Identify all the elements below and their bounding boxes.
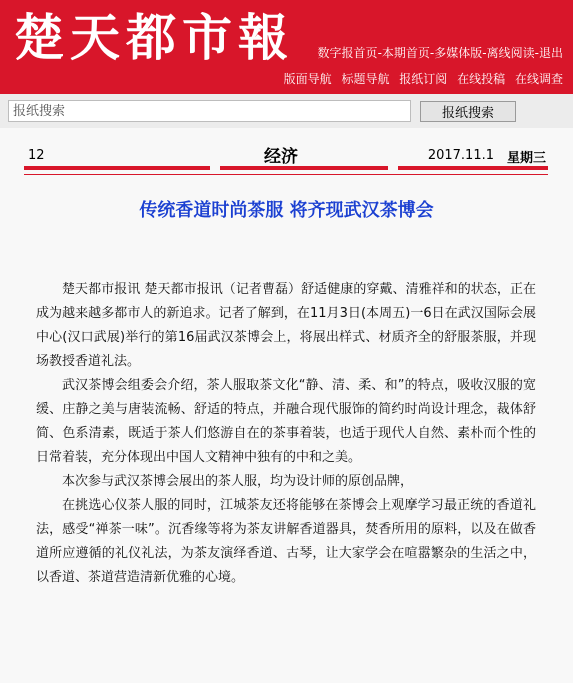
header-rule <box>220 166 388 170</box>
newspaper-logo[interactable]: 楚天都市報 <box>14 8 294 67</box>
nav-separator: - <box>377 46 382 60</box>
nav-separator: - <box>482 46 487 60</box>
nav-offline-reading[interactable]: 离线阅读 <box>486 46 535 60</box>
article-body <box>36 278 536 590</box>
search-button[interactable]: 报纸搜索 <box>420 101 516 122</box>
issue-date: 2017.11.1 <box>427 148 494 163</box>
nav-separator: - <box>429 46 435 60</box>
article-paragraph: 楚天都市报讯 楚天都市报讯（记者曹磊）舒适健康的穿戴、清雅祥和的状态，正在成为越来越多都市人的新追求。记者了解到，在11月3日(本周五)一6日在武汉国际会展中心(汉口武展)举行的第16届武汉茶博会上，将展出样式、材质齐全的舒服茶服，并现场教授香道礼法。 <box>36 282 536 369</box>
nav-submit-online[interactable]: 在线投稿 <box>457 72 506 86</box>
nav-exit[interactable]: 退出 <box>538 46 563 60</box>
nav-digital-home[interactable]: 数字报首页 <box>317 46 378 60</box>
article-paragraph: 武汉茶博会组委会介绍，茶人服取茶文化“静、清、柔、和”的特点，吸收汉服的宽缓、庄静之美与唐装流畅、舒适的特点，并融合现代服饰的简约时尚设计理念，裁体舒简、色系清素，既适于茶人们悠游自在的茶事着装，也适于现代人自然、素朴而个性的日常着装，充分体现出中国人文精神中独有的中和之美。 <box>36 378 536 465</box>
nav-online-survey[interactable]: 在线调查 <box>514 72 563 86</box>
masthead <box>0 0 573 94</box>
header-rule <box>398 166 548 170</box>
issue-weekday: 星期三 <box>506 151 546 166</box>
header-rule <box>24 166 210 170</box>
article-paragraph: 本次参与武汉茶博会展出的茶人服，均为设计师的原创品牌， <box>62 474 414 489</box>
nav-separator: - <box>534 46 539 60</box>
page-header <box>24 140 548 182</box>
section-name: 经济 <box>264 147 298 167</box>
search-input[interactable] <box>8 100 411 122</box>
nav-issue-home[interactable]: 本期首页 <box>381 46 430 60</box>
nav-title-navigation[interactable]: 标题导航 <box>341 72 390 86</box>
article-paragraph: 在挑选心仪茶人服的同时，江城茶友还将能够在茶博会上观摩学习最正统的香道礼法，感受“禅茶一味”。沉香缘等将为茶友讲解香道器具，焚香所用的原料，以及在做香道所应遵循的礼仪礼法，为茶友演绎香道、古琴，让大家学会在喧嚣繁杂的生活之中，以香道、茶道营造清新优雅的心境。 <box>36 498 536 585</box>
header-underline <box>24 174 548 175</box>
nav-subscribe[interactable]: 报纸订阅 <box>399 72 448 86</box>
nav-page-navigation[interactable]: 版面导航 <box>283 72 332 86</box>
nav-multimedia[interactable]: 多媒体版 <box>434 46 483 60</box>
article-headline: 传统香道时尚茶服 将齐现武汉茶博会 <box>139 200 434 221</box>
secondary-nav <box>284 70 563 87</box>
page-number: 12 <box>28 148 45 163</box>
search-bar <box>0 94 573 128</box>
top-nav <box>318 44 563 61</box>
